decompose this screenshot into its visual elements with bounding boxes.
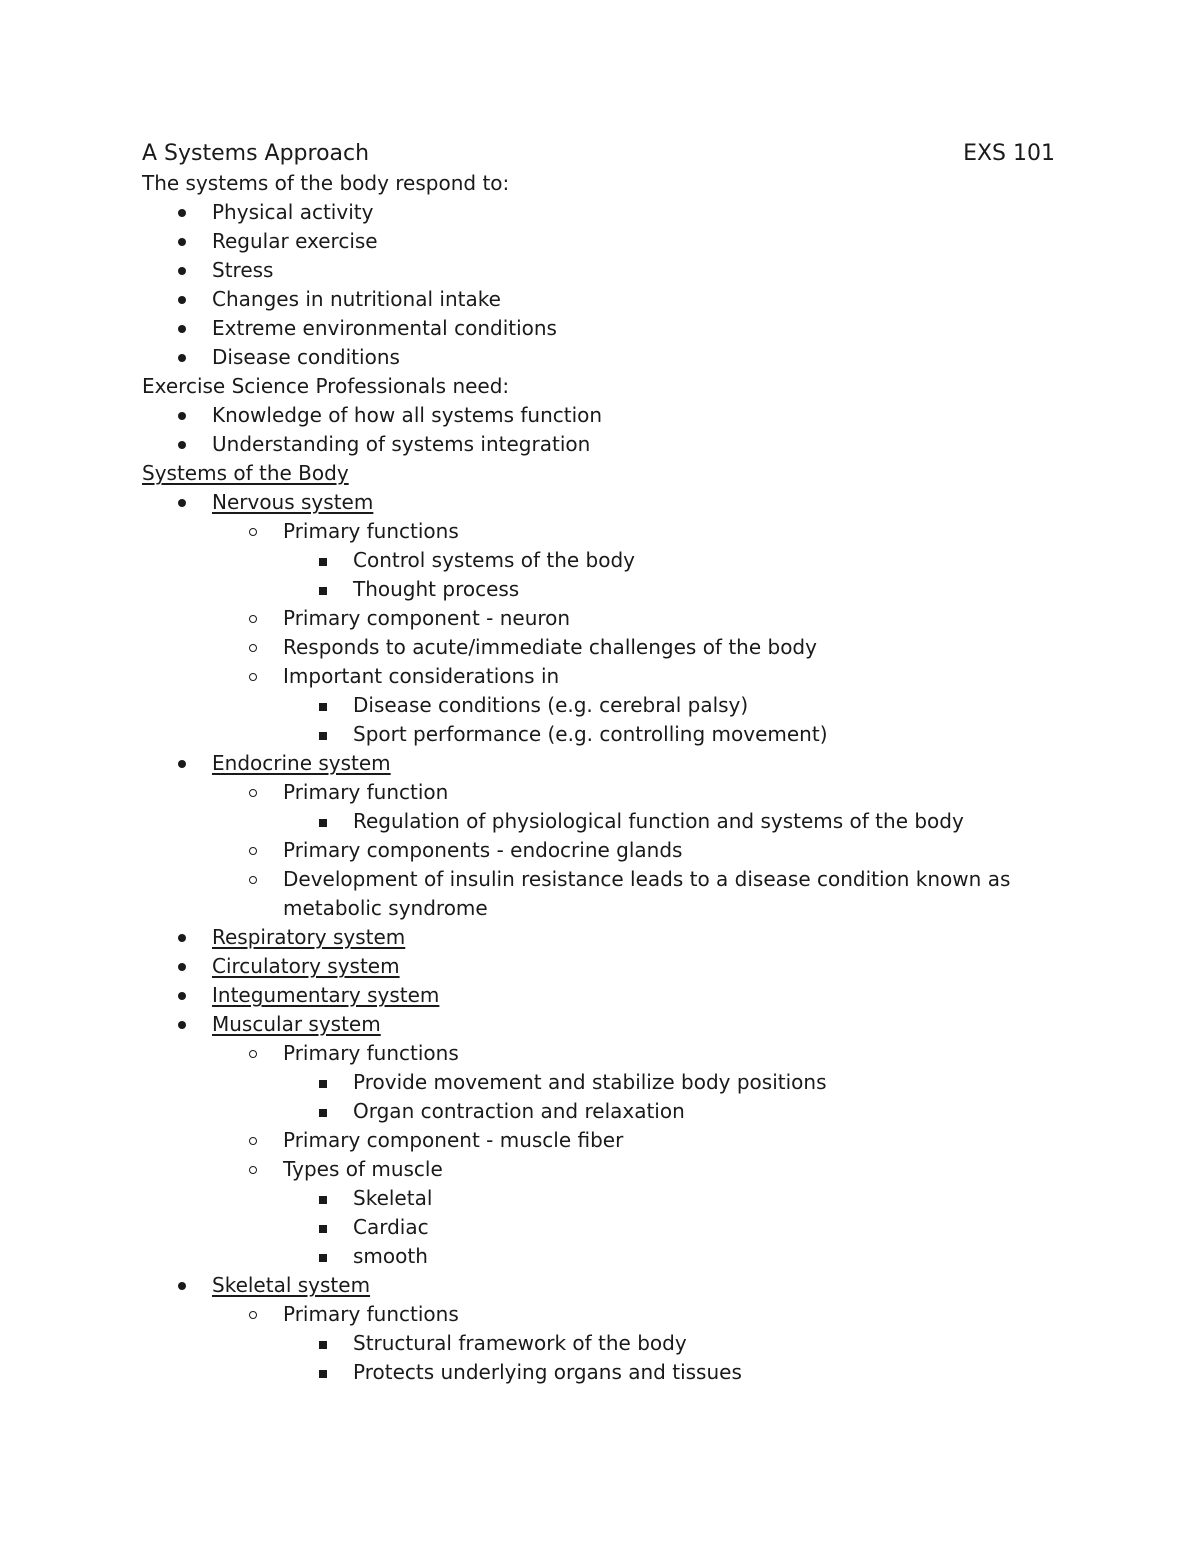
list-item	[142, 488, 1055, 517]
list-item-text: Structural framework of the body	[353, 1331, 687, 1355]
list-item-text: Protects underlying organs and tissues	[353, 1360, 742, 1384]
list-item-text: Thought process	[353, 577, 520, 601]
bullet-circle-icon	[249, 1311, 257, 1319]
list-item	[142, 1126, 1055, 1155]
list-item	[142, 749, 1055, 778]
bullet-square-icon	[319, 1196, 327, 1204]
list-item	[142, 1242, 1055, 1271]
list-item-text: Primary functions	[283, 1041, 459, 1065]
list-item	[142, 343, 1055, 372]
document-body	[142, 169, 1055, 1387]
bullet-dot-icon	[178, 1021, 186, 1029]
bullet-circle-icon	[249, 528, 257, 536]
list-item	[142, 1010, 1055, 1039]
underlined-heading: Integumentary system	[212, 983, 440, 1007]
list-item	[142, 430, 1055, 459]
bullet-circle-icon	[249, 1166, 257, 1174]
bullet-dot-icon	[178, 209, 186, 217]
bullet-circle-icon	[249, 847, 257, 855]
list-item	[142, 662, 1055, 691]
list-item	[142, 314, 1055, 343]
bullet-circle-icon	[249, 673, 257, 681]
list-item-text: Regulation of physiological function and systems of the body	[353, 809, 964, 833]
bullet-square-icon	[319, 1109, 327, 1117]
list-item-text: Primary component - neuron	[283, 606, 571, 630]
list-item-text: Sport performance (e.g. controlling movement)	[353, 722, 828, 746]
list-item-text: The systems of the body respond to:	[142, 171, 510, 195]
list-item-text: Changes in nutritional intake	[212, 287, 501, 311]
bullet-dot-icon	[178, 412, 186, 420]
section-line	[142, 459, 1055, 488]
list-item	[142, 285, 1055, 314]
list-item-text: Primary functions	[283, 1302, 459, 1326]
list-item	[142, 1068, 1055, 1097]
list-item-text: Cardiac	[353, 1215, 429, 1239]
list-item	[142, 604, 1055, 633]
list-item	[142, 1039, 1055, 1068]
list-item	[142, 1213, 1055, 1242]
bullet-dot-icon	[178, 325, 186, 333]
list-item	[142, 1300, 1055, 1329]
bullet-square-icon	[319, 732, 327, 740]
list-item-text: Important considerations in	[283, 664, 560, 688]
list-item-text: Exercise Science Professionals need:	[142, 374, 510, 398]
list-item	[142, 633, 1055, 662]
underlined-heading: Circulatory system	[212, 954, 400, 978]
bullet-circle-icon	[249, 1137, 257, 1145]
bullet-square-icon	[319, 819, 327, 827]
bullet-dot-icon	[178, 296, 186, 304]
list-item-text: Provide movement and stabilize body positions	[353, 1070, 827, 1094]
list-item	[142, 836, 1055, 865]
list-item	[142, 981, 1055, 1010]
list-item	[142, 1155, 1055, 1184]
list-item-text: Development of insulin resistance leads to a disease condition known as metabolic syndrome	[283, 867, 1011, 920]
bullet-circle-icon	[249, 1050, 257, 1058]
list-item	[142, 546, 1055, 575]
list-item	[142, 575, 1055, 604]
list-item	[142, 865, 1055, 923]
bullet-square-icon	[319, 703, 327, 711]
bullet-square-icon	[319, 1370, 327, 1378]
bullet-dot-icon	[178, 992, 186, 1000]
list-item-text: Primary function	[283, 780, 449, 804]
bullet-dot-icon	[178, 238, 186, 246]
list-item	[142, 720, 1055, 749]
list-item-text: Primary components - endocrine glands	[283, 838, 683, 862]
list-item-text: Regular exercise	[212, 229, 378, 253]
list-item	[142, 227, 1055, 256]
document-title: A Systems Approach	[142, 141, 370, 166]
bullet-dot-icon	[178, 441, 186, 449]
list-item	[142, 401, 1055, 430]
list-item	[142, 517, 1055, 546]
document-header	[142, 139, 1055, 169]
bullet-dot-icon	[178, 934, 186, 942]
list-item-text: Extreme environmental conditions	[212, 316, 557, 340]
bullet-square-icon	[319, 558, 327, 566]
bullet-square-icon	[319, 1225, 327, 1233]
list-item	[142, 952, 1055, 981]
bullet-dot-icon	[178, 267, 186, 275]
list-item-text: Disease conditions	[212, 345, 400, 369]
bullet-dot-icon	[178, 963, 186, 971]
underlined-heading: Endocrine system	[212, 751, 391, 775]
underlined-heading: Systems of the Body	[142, 461, 349, 485]
list-item	[142, 1184, 1055, 1213]
underlined-heading: Respiratory system	[212, 925, 406, 949]
bullet-square-icon	[319, 1254, 327, 1262]
list-item-text: smooth	[353, 1244, 428, 1268]
list-item-text: Knowledge of how all systems function	[212, 403, 603, 427]
list-item-text: Disease conditions (e.g. cerebral palsy)	[353, 693, 749, 717]
bullet-square-icon	[319, 1341, 327, 1349]
list-item	[142, 1271, 1055, 1300]
section-line	[142, 169, 1055, 198]
list-item	[142, 256, 1055, 285]
bullet-dot-icon	[178, 1282, 186, 1290]
bullet-dot-icon	[178, 354, 186, 362]
list-item-text: Physical activity	[212, 200, 374, 224]
bullet-square-icon	[319, 1080, 327, 1088]
bullet-circle-icon	[249, 615, 257, 623]
list-item-text: Understanding of systems integration	[212, 432, 591, 456]
list-item-text: Primary functions	[283, 519, 459, 543]
list-item	[142, 1329, 1055, 1358]
underlined-heading: Nervous system	[212, 490, 374, 514]
list-item	[142, 807, 1055, 836]
list-item-text: Organ contraction and relaxation	[353, 1099, 685, 1123]
list-item-text: Skeletal	[353, 1186, 433, 1210]
list-item-text: Primary component - muscle fiber	[283, 1128, 624, 1152]
list-item	[142, 1358, 1055, 1387]
underlined-heading: Muscular system	[212, 1012, 381, 1036]
list-item-text: Responds to acute/immediate challenges of the body	[283, 635, 817, 659]
bullet-dot-icon	[178, 499, 186, 507]
bullet-circle-icon	[249, 789, 257, 797]
list-item-text: Stress	[212, 258, 274, 282]
list-item	[142, 198, 1055, 227]
list-item	[142, 1097, 1055, 1126]
list-item-text: Types of muscle	[283, 1157, 443, 1181]
list-item	[142, 691, 1055, 720]
section-line	[142, 372, 1055, 401]
underlined-heading: Skeletal system	[212, 1273, 371, 1297]
bullet-circle-icon	[249, 644, 257, 652]
list-item-text: Control systems of the body	[353, 548, 636, 572]
list-item	[142, 778, 1055, 807]
list-item	[142, 923, 1055, 952]
bullet-square-icon	[319, 587, 327, 595]
bullet-dot-icon	[178, 760, 186, 768]
course-code: EXS 101	[963, 141, 1055, 166]
bullet-circle-icon	[249, 876, 257, 884]
